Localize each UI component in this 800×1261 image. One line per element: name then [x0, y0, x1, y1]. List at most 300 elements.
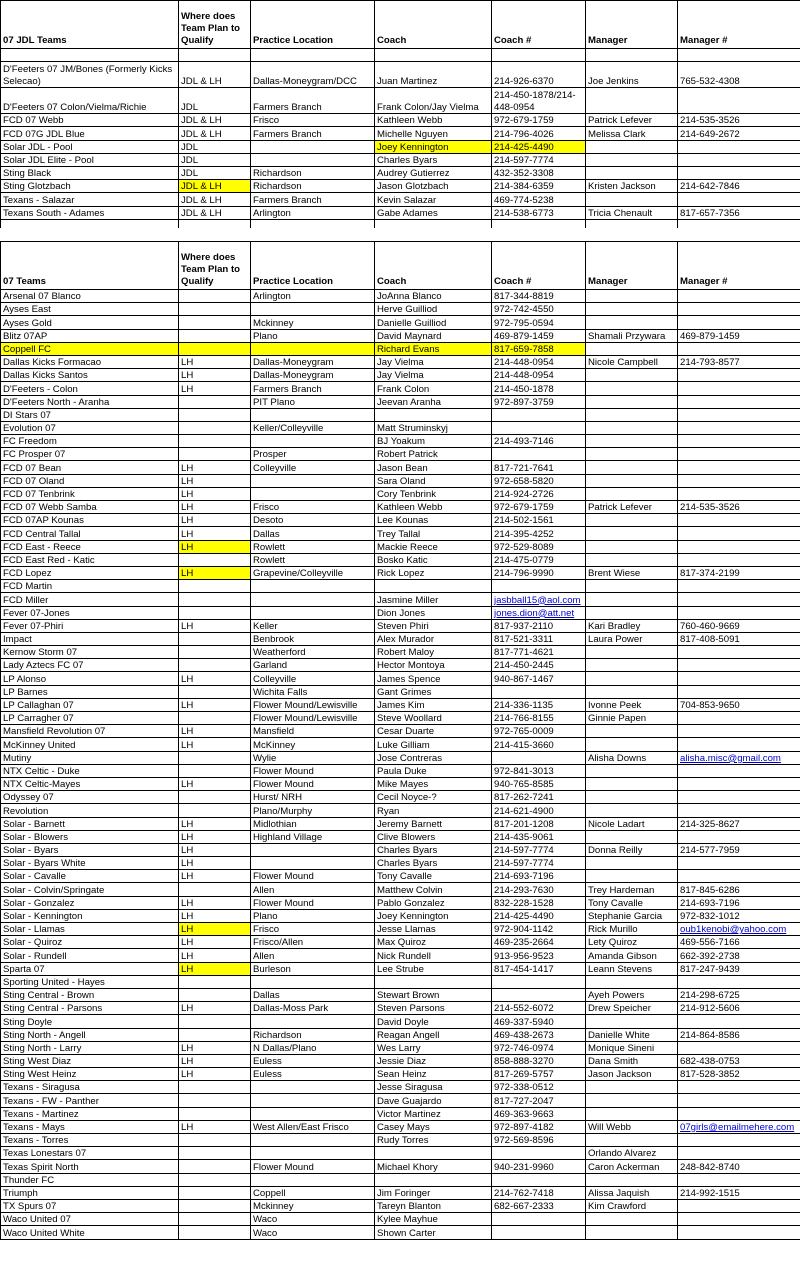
- header-manager-phone: Manager #: [678, 1, 800, 49]
- cell-team: Solar JDL Elite - Pool: [1, 153, 179, 166]
- cell-team: FCD 07 Webb: [1, 114, 179, 127]
- cell-coach: Charles Byars: [375, 153, 492, 166]
- table-row: [1, 553, 800, 566]
- cell-manager: [586, 672, 678, 685]
- cell-practice-location: Highland Village: [251, 830, 375, 843]
- cell-qualify: LH: [179, 870, 251, 883]
- cell-team: Mutiny: [1, 751, 179, 764]
- cell-qualify: [179, 1081, 251, 1094]
- cell-coach: Tareyn Blanton: [375, 1199, 492, 1212]
- cell-practice-location: [251, 487, 375, 500]
- cell-manager-phone: 817-374-2199: [678, 566, 800, 579]
- cell-coach-phone: 214-336-1135: [492, 698, 586, 711]
- cell-manager-phone: 765-532-4308: [678, 62, 800, 88]
- header-coach-phone: Coach #: [492, 1, 586, 49]
- cell-qualify: [179, 791, 251, 804]
- cell-practice-location: Garland: [251, 659, 375, 672]
- table-row: [1, 1134, 800, 1147]
- table-row: [1, 791, 800, 804]
- cell-practice-location: [251, 593, 375, 606]
- cell-team: Sporting United - Hayes: [1, 975, 179, 988]
- table-row: [1, 461, 800, 474]
- table-row: [1, 672, 800, 685]
- cell-coach: Sean Heinz: [375, 1068, 492, 1081]
- cell-coach: Jim Foringer: [375, 1186, 492, 1199]
- cell-coach-phone: 817-201-1208: [492, 817, 586, 830]
- cell-coach: Joey Kennington: [375, 909, 492, 922]
- cell-qualify: LH: [179, 540, 251, 553]
- cell-manager-phone: [678, 140, 800, 153]
- cell-coach-phone: [492, 1173, 586, 1186]
- cell-manager: [586, 303, 678, 316]
- table-row: [1, 1186, 800, 1199]
- cell-manager: [586, 606, 678, 619]
- cell-team: Sting North - Angell: [1, 1028, 179, 1041]
- cell-practice-location: Richardson: [251, 180, 375, 193]
- cell-team: Thunder FC: [1, 1173, 179, 1186]
- cell-team: Texans South - Adames: [1, 206, 179, 219]
- cell-team: McKinney United: [1, 738, 179, 751]
- cell-manager: [586, 527, 678, 540]
- cell-qualify: [179, 593, 251, 606]
- table-row: [1, 514, 800, 527]
- cell-coach: Ryan: [375, 804, 492, 817]
- cell-coach-phone: 214-475-0779: [492, 553, 586, 566]
- cell-manager-phone: [678, 606, 800, 619]
- cell-qualify: JDL & LH: [179, 62, 251, 88]
- table-row: [1, 566, 800, 579]
- cell-coach: Kevin Salazar: [375, 193, 492, 206]
- table-row: [1, 166, 800, 179]
- cell-manager: [586, 1094, 678, 1107]
- cell-coach-phone: 817-771-4621: [492, 646, 586, 659]
- cell-coach-phone: 972-795-0594: [492, 316, 586, 329]
- cell-team: Sting Central - Brown: [1, 988, 179, 1001]
- header-row: [1, 242, 800, 290]
- cell-manager-phone[interactable]: oub1kenobi@yahoo.com: [678, 923, 800, 936]
- cell-coach: Michelle Nguyen: [375, 127, 492, 140]
- table-row: [1, 355, 800, 368]
- table-row: [1, 830, 800, 843]
- cell-qualify: JDL & LH: [179, 193, 251, 206]
- cell-manager-phone: [678, 435, 800, 448]
- cell-coach-phone: 214-796-4026: [492, 127, 586, 140]
- cell-manager: [586, 830, 678, 843]
- cell-practice-location: Flower Mound/Lewisville: [251, 712, 375, 725]
- cell-qualify: JDL & LH: [179, 206, 251, 219]
- table-gap: [0, 228, 800, 241]
- jdl-teams-body: [1, 1, 800, 233]
- cell-coach: Pablo Gonzalez: [375, 896, 492, 909]
- cell-coach: Cesar Duarte: [375, 725, 492, 738]
- cell-coach-phone: 214-448-0954: [492, 355, 586, 368]
- cell-coach-phone: [492, 975, 586, 988]
- cell-practice-location: Flower Mound: [251, 896, 375, 909]
- cell-manager-phone: [678, 580, 800, 593]
- cell-coach-phone: 972-742-4550: [492, 303, 586, 316]
- cell-qualify: LH: [179, 461, 251, 474]
- cell-qualify: [179, 1226, 251, 1239]
- cell-manager: [586, 975, 678, 988]
- cell-manager-phone: [678, 1226, 800, 1239]
- cell-manager-phone: [678, 830, 800, 843]
- cell-manager: [586, 791, 678, 804]
- cell-team: Texans - FW - Panther: [1, 1094, 179, 1107]
- cell-practice-location: [251, 1173, 375, 1186]
- cell-manager-phone[interactable]: alisha.misc@gmail.com: [678, 751, 800, 764]
- cell-manager: [586, 514, 678, 527]
- cell-team: Sting North - Larry: [1, 1041, 179, 1054]
- blank-cell: [586, 49, 678, 62]
- cell-manager: [586, 1226, 678, 1239]
- cell-coach: Michael Khory: [375, 1160, 492, 1173]
- cell-practice-location: [251, 1134, 375, 1147]
- cell-coach-phone: 214-450-1878: [492, 382, 586, 395]
- cell-team: FCD 07 Bean: [1, 461, 179, 474]
- cell-practice-location: Frisco: [251, 923, 375, 936]
- cell-coach: James Kim: [375, 698, 492, 711]
- cell-coach-phone: [492, 1213, 586, 1226]
- cell-manager-phone: [678, 342, 800, 355]
- cell-qualify: [179, 606, 251, 619]
- jdl-teams-table: [0, 0, 800, 233]
- cell-qualify: [179, 1199, 251, 1212]
- cell-qualify: LH: [179, 1002, 251, 1015]
- cell-coach-phone: 214-762-7418: [492, 1186, 586, 1199]
- cell-coach: Mackie Reece: [375, 540, 492, 553]
- cell-manager: [586, 646, 678, 659]
- table-row: [1, 1041, 800, 1054]
- cell-manager-phone: [678, 153, 800, 166]
- cell-team: Texans - Martinez: [1, 1107, 179, 1120]
- cell-coach-phone: 972-765-0009: [492, 725, 586, 738]
- cell-team: FCD 07 Webb Samba: [1, 501, 179, 514]
- cell-coach-phone: 214-384-6359: [492, 180, 586, 193]
- cell-coach: Lee Kounas: [375, 514, 492, 527]
- cell-manager: [586, 1081, 678, 1094]
- cell-team: D'Feeters 07 Colon/Vielma/Richie: [1, 88, 179, 114]
- cell-team: Waco United 07: [1, 1213, 179, 1226]
- cell-coach: David Maynard: [375, 329, 492, 342]
- cell-coach-phone: [492, 421, 586, 434]
- cell-manager-phone: 214-325-8627: [678, 817, 800, 830]
- table-row: [1, 88, 800, 114]
- cell-coach: Cory Tenbrink: [375, 487, 492, 500]
- cell-manager: [586, 448, 678, 461]
- table-row: [1, 870, 800, 883]
- table-row: [1, 725, 800, 738]
- cell-coach: Matthew Colvin: [375, 883, 492, 896]
- cell-team: NTX Celtic-Mayes: [1, 777, 179, 790]
- table-row: [1, 435, 800, 448]
- cell-coach-phone: 817-721-7641: [492, 461, 586, 474]
- cell-coach: Frank Colon: [375, 382, 492, 395]
- cell-practice-location: Frisco: [251, 501, 375, 514]
- cell-manager: [586, 435, 678, 448]
- cell-practice-location: Burleson: [251, 962, 375, 975]
- cell-coach-phone: 214-538-6773: [492, 206, 586, 219]
- table-row: [1, 487, 800, 500]
- cell-coach: Lee Strube: [375, 962, 492, 975]
- cell-qualify: LH: [179, 698, 251, 711]
- cell-manager: [586, 1015, 678, 1028]
- cell-coach-phone: 972-897-4182: [492, 1120, 586, 1133]
- cell-team: Dallas Kicks Santos: [1, 369, 179, 382]
- cell-team: Sting Doyle: [1, 1015, 179, 1028]
- cell-coach: Gant Grimes: [375, 685, 492, 698]
- cell-qualify: LH: [179, 474, 251, 487]
- table-row: [1, 923, 800, 936]
- cell-coach: Dave Guajardo: [375, 1094, 492, 1107]
- cell-practice-location: Waco: [251, 1213, 375, 1226]
- table-row: [1, 1094, 800, 1107]
- table-row: [1, 606, 800, 619]
- cell-coach: [375, 975, 492, 988]
- cell-manager-phone: [678, 514, 800, 527]
- cell-qualify: [179, 1186, 251, 1199]
- table-row: [1, 843, 800, 856]
- blank-cell: [179, 49, 251, 62]
- cell-coach-phone: 469-235-2664: [492, 936, 586, 949]
- cell-coach-phone: 832-228-1528: [492, 896, 586, 909]
- cell-team: FCD Lopez: [1, 566, 179, 579]
- cell-practice-location: Dallas: [251, 527, 375, 540]
- cell-coach-phone: 817-344-8819: [492, 290, 586, 303]
- cell-coach: Matt Struminskyj: [375, 421, 492, 434]
- cell-coach-phone: 214-448-0954: [492, 369, 586, 382]
- cell-practice-location: PIT Plano: [251, 395, 375, 408]
- table-row: [1, 540, 800, 553]
- cell-coach: Dion Jones: [375, 606, 492, 619]
- cell-qualify: [179, 764, 251, 777]
- cell-team: LP Barnes: [1, 685, 179, 698]
- cell-manager: Nicole Ladart: [586, 817, 678, 830]
- cell-manager-phone: 682-438-0753: [678, 1054, 800, 1067]
- cell-manager-phone: 214-864-8586: [678, 1028, 800, 1041]
- table-row: [1, 936, 800, 949]
- header-coach-phone: Coach #: [492, 242, 586, 290]
- cell-coach: Frank Colon/Jay Vielma: [375, 88, 492, 114]
- cell-coach: Robert Patrick: [375, 448, 492, 461]
- cell-manager: [586, 382, 678, 395]
- table-row: [1, 1147, 800, 1160]
- cell-coach-phone: 469-363-9663: [492, 1107, 586, 1120]
- cell-practice-location: [251, 843, 375, 856]
- cell-practice-location: Keller: [251, 619, 375, 632]
- cell-practice-location: [251, 1094, 375, 1107]
- cell-manager-phone: [678, 166, 800, 179]
- cell-coach-phone: 214-395-4252: [492, 527, 586, 540]
- cell-practice-location: Plano: [251, 329, 375, 342]
- cell-manager-phone: 662-392-2738: [678, 949, 800, 962]
- cell-practice-location: Euless: [251, 1068, 375, 1081]
- cell-coach-phone: 214-796-9990: [492, 566, 586, 579]
- cell-manager: [586, 764, 678, 777]
- cell-manager: Caron Ackerman: [586, 1160, 678, 1173]
- cell-coach: Richard Evans: [375, 342, 492, 355]
- cell-coach-phone: 432-352-3308: [492, 166, 586, 179]
- cell-qualify: LH: [179, 817, 251, 830]
- cell-qualify: JDL & LH: [179, 180, 251, 193]
- cell-qualify: [179, 1107, 251, 1120]
- cell-manager-phone: 248-842-8740: [678, 1160, 800, 1173]
- cell-team: Sting West Diaz: [1, 1054, 179, 1067]
- cell-coach-phone: 817-521-3311: [492, 632, 586, 645]
- cell-practice-location: Euless: [251, 1054, 375, 1067]
- cell-manager-phone: [678, 672, 800, 685]
- table-row: [1, 527, 800, 540]
- cell-qualify: LH: [179, 962, 251, 975]
- cell-manager: [586, 553, 678, 566]
- cell-team: Solar - Kennington: [1, 909, 179, 922]
- cell-practice-location: Frisco: [251, 114, 375, 127]
- cell-manager: Kim Crawford: [586, 1199, 678, 1212]
- cell-team: FC Prosper 07: [1, 448, 179, 461]
- cell-manager: [586, 395, 678, 408]
- cell-manager-phone: 214-577-7959: [678, 843, 800, 856]
- cell-practice-location: Plano/Murphy: [251, 804, 375, 817]
- cell-qualify: LH: [179, 738, 251, 751]
- cell-coach: Jason Bean: [375, 461, 492, 474]
- cell-qualify: LH: [179, 527, 251, 540]
- cell-coach: Clive Blowers: [375, 830, 492, 843]
- cell-qualify: [179, 1160, 251, 1173]
- cell-manager: Donna Reilly: [586, 843, 678, 856]
- cell-team: Ayses East: [1, 303, 179, 316]
- cell-qualify: LH: [179, 1120, 251, 1133]
- cell-manager-phone: 817-408-5091: [678, 632, 800, 645]
- cell-coach: Victor Martinez: [375, 1107, 492, 1120]
- cell-manager: [586, 1107, 678, 1120]
- cell-manager-phone: [678, 777, 800, 790]
- table-row: [1, 382, 800, 395]
- cell-practice-location: Allen: [251, 949, 375, 962]
- cell-coach-phone: 214-597-7774: [492, 843, 586, 856]
- cell-coach: Paula Duke: [375, 764, 492, 777]
- cell-team: Solar - Llamas: [1, 923, 179, 936]
- cell-coach: James Spence: [375, 672, 492, 685]
- cell-qualify: [179, 712, 251, 725]
- cell-coach: Stewart Brown: [375, 988, 492, 1001]
- cell-practice-location: [251, 606, 375, 619]
- table-row: [1, 949, 800, 962]
- table-row: [1, 140, 800, 153]
- cell-manager-phone: [678, 870, 800, 883]
- cell-qualify: [179, 408, 251, 421]
- cell-practice-location: Rowlett: [251, 553, 375, 566]
- cell-team: Sting Black: [1, 166, 179, 179]
- cell-team: Odyssey 07: [1, 791, 179, 804]
- table-row: [1, 1054, 800, 1067]
- cell-team: Waco United White: [1, 1226, 179, 1239]
- cell-manager-phone: [678, 791, 800, 804]
- cell-practice-location: [251, 408, 375, 421]
- table-row: [1, 659, 800, 672]
- cell-qualify: LH: [179, 1054, 251, 1067]
- cell-coach-phone[interactable]: jones.dion@att.net: [492, 606, 586, 619]
- cell-manager-phone: [678, 1173, 800, 1186]
- cell-manager: Danielle White: [586, 1028, 678, 1041]
- cell-manager-phone: 817-657-7356: [678, 206, 800, 219]
- cell-team: FCD 07 Tenbrink: [1, 487, 179, 500]
- cell-manager-phone: [678, 88, 800, 114]
- cell-coach-phone: 214-693-7196: [492, 870, 586, 883]
- header-manager-phone: Manager #: [678, 242, 800, 290]
- cell-coach: Luke Gilliam: [375, 738, 492, 751]
- cell-team: FCD 07 Oland: [1, 474, 179, 487]
- cell-team: FCD East - Reece: [1, 540, 179, 553]
- cell-manager: Joe Jenkins: [586, 62, 678, 88]
- cell-practice-location: [251, 1107, 375, 1120]
- table-row: [1, 329, 800, 342]
- cell-coach: David Doyle: [375, 1015, 492, 1028]
- table-row: [1, 114, 800, 127]
- cell-team: Fever 07-Phiri: [1, 619, 179, 632]
- cell-manager-phone: [678, 290, 800, 303]
- header-practice-location: Practice Location: [251, 242, 375, 290]
- table-row: [1, 857, 800, 870]
- cell-qualify: [179, 1173, 251, 1186]
- cell-practice-location: Mckinney: [251, 1199, 375, 1212]
- cell-manager-phone: [678, 1213, 800, 1226]
- cell-coach-phone: 214-766-8155: [492, 712, 586, 725]
- cell-qualify: JDL: [179, 166, 251, 179]
- table-row: [1, 738, 800, 751]
- cell-coach-phone: 682-667-2333: [492, 1199, 586, 1212]
- cell-manager-phone[interactable]: 07girls@emailmehere.com: [678, 1120, 800, 1133]
- cell-coach-phone: 214-293-7630: [492, 883, 586, 896]
- cell-manager-phone: [678, 316, 800, 329]
- cell-coach-phone[interactable]: jasbball15@aol.com: [492, 593, 586, 606]
- cell-team: FCD Central Tallal: [1, 527, 179, 540]
- cell-coach-phone: 972-658-5820: [492, 474, 586, 487]
- cell-team: FCD Miller: [1, 593, 179, 606]
- cell-team: Ayses Gold: [1, 316, 179, 329]
- cell-coach: Nick Rundell: [375, 949, 492, 962]
- table-row: [1, 804, 800, 817]
- cell-manager-phone: [678, 1041, 800, 1054]
- cell-qualify: [179, 1147, 251, 1160]
- cell-manager-phone: [678, 738, 800, 751]
- cell-coach-phone: 214-502-1561: [492, 514, 586, 527]
- cell-team: Evolution 07: [1, 421, 179, 434]
- table-row: [1, 1160, 800, 1173]
- cell-manager: Leann Stevens: [586, 962, 678, 975]
- cell-team: Arsenal 07 Blanco: [1, 290, 179, 303]
- cell-qualify: [179, 883, 251, 896]
- cell-coach: [375, 1147, 492, 1160]
- cell-practice-location: Midlothian: [251, 817, 375, 830]
- cell-manager: Ayeh Powers: [586, 988, 678, 1001]
- cell-manager-phone: [678, 193, 800, 206]
- cell-manager: [586, 461, 678, 474]
- cell-team: NTX Celtic - Duke: [1, 764, 179, 777]
- cell-practice-location: Farmers Branch: [251, 127, 375, 140]
- cell-coach: Sara Oland: [375, 474, 492, 487]
- cell-team: Sting Glotzbach: [1, 180, 179, 193]
- cell-qualify: [179, 303, 251, 316]
- table-row: [1, 685, 800, 698]
- cell-practice-location: Waco: [251, 1226, 375, 1239]
- cell-qualify: [179, 290, 251, 303]
- cell-manager-phone: [678, 487, 800, 500]
- cell-manager-phone: 214-649-2672: [678, 127, 800, 140]
- table-row: [1, 501, 800, 514]
- cell-manager-phone: [678, 685, 800, 698]
- cell-manager: [586, 290, 678, 303]
- cell-coach-phone: [492, 1226, 586, 1239]
- cell-manager-phone: [678, 804, 800, 817]
